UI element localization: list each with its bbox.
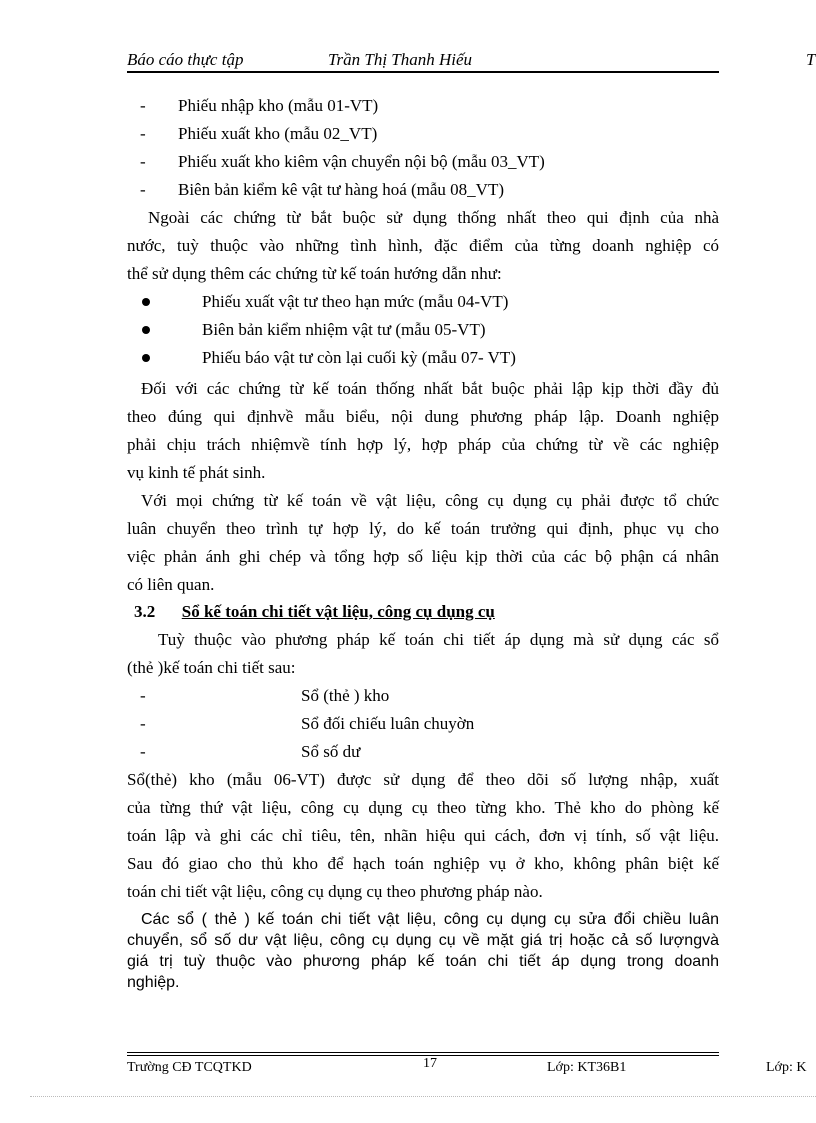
bullet-icon xyxy=(142,354,150,362)
text-line: Ngoài các chứng từ bắt buộc sử dụng thống nhất theo qui định của nhà xyxy=(148,208,719,227)
dash-marker: - xyxy=(140,96,146,115)
text-line: có liên quan. xyxy=(127,575,215,594)
text-line: theo đúng qui địnhvề mẫu biểu, nội dung phương pháp lập. Doanh nghiệp xyxy=(127,407,719,426)
text-line: thể sử dụng thêm các chứng từ kế toán hướng dẫn như: xyxy=(127,264,502,283)
text-line: toán chi tiết vật liệu, công cụ dụng cụ theo phương pháp nào. xyxy=(127,882,543,901)
dash-marker: - xyxy=(140,124,146,143)
text-line: giá trị tuỳ thuộc vào phương pháp kế toán chi tiết áp dụng trong doanh xyxy=(127,953,719,970)
section-heading xyxy=(134,602,495,622)
dash-marker: - xyxy=(140,742,146,761)
text-line: (thẻ )kế toán chi tiết sau: xyxy=(127,658,296,677)
dash-marker: - xyxy=(140,714,146,733)
text-line: vụ kinh tế phát sinh. xyxy=(127,463,266,482)
list-item: Phiếu xuất kho kiêm vận chuyển nội bộ (mẫu 03_VT) xyxy=(178,152,545,171)
list-item: Phiếu báo vật tư còn lại cuối kỳ (mẫu 07- VT) xyxy=(202,348,516,367)
header-cutoff-text: T xyxy=(806,50,816,69)
dash-marker: - xyxy=(140,686,146,705)
bullet-icon xyxy=(142,326,150,334)
text-line: Tuỳ thuộc vào phương pháp kế toán chi tiết áp dụng mà sử dụng các sổ xyxy=(158,630,719,649)
text-line: chuyển, sổ số dư vật liệu, công cụ dụng cụ về mặt giá trị hoặc cả số lượngvà xyxy=(127,932,719,949)
list-item: Sổ số dư xyxy=(301,742,361,761)
footer-rule xyxy=(127,1052,719,1053)
header-title: Báo cáo thực tập xyxy=(127,50,244,69)
text-line: luân chuyển theo trình tự hợp lý, do kế toán trưởng qui định, phục vụ cho xyxy=(127,519,719,538)
footer-class-cutoff: Lớp: K xyxy=(766,1060,807,1075)
page-boundary xyxy=(30,1096,816,1097)
footer-class: Lớp: KT36B1 xyxy=(547,1060,627,1075)
text-line: Sau đó giao cho thủ kho để hạch toán nghiệp vụ ở kho, không phân biệt kế xyxy=(127,854,719,873)
header-author: Trần Thị Thanh Hiếu xyxy=(328,50,473,69)
text-line: phải chịu trách nhiệmvề tính hợp lý, hợp pháp của chứng từ về các nghiệp xyxy=(127,435,719,454)
text-line: toán lập và ghi các chỉ tiêu, tên, nhãn hiệu qui cách, đơn vị tính, số vật liệu. xyxy=(127,826,719,845)
dash-marker: - xyxy=(140,152,146,171)
text-line: Sổ(thẻ) kho (mẫu 06-VT) được sử dụng để theo dõi số lượng nhập, xuất xyxy=(127,770,719,789)
list-item: Biên bản kiểm kê vật tư hàng hoá (mẫu 08_VT) xyxy=(178,180,504,199)
bullet-icon xyxy=(142,298,150,306)
list-item: Biên bản kiểm nhiệm vật tư (mẫu 05-VT) xyxy=(202,320,486,339)
text-line: của từng thứ vật liệu, công cụ dụng cụ theo từng kho. Thẻ kho do phòng kế xyxy=(127,798,719,817)
section-number: 3.2 xyxy=(134,602,156,621)
text-line: Các sổ ( thẻ ) kế toán chi tiết vật liệu, công cụ dụng cụ sửa đổi chiều luân xyxy=(141,911,719,928)
dash-marker: - xyxy=(140,180,146,199)
list-item: Phiếu xuất vật tư theo hạn mức (mẫu 04-VT) xyxy=(202,292,509,311)
text-line: nước, tuỳ thuộc vào những tình hình, đặc điểm của từng doanh nghiệp có xyxy=(127,236,719,255)
header-rule xyxy=(127,71,719,73)
list-item: Phiếu nhập kho (mẫu 01-VT) xyxy=(178,96,379,115)
list-item: Phiếu xuất kho (mẫu 02_VT) xyxy=(178,124,378,143)
text-line: Đối với các chứng từ kế toán thống nhất bắt buộc phải lập kịp thời đầy đủ xyxy=(141,379,719,398)
list-item: Sổ (thẻ ) kho xyxy=(301,686,390,705)
section-title: Sổ kế toán chi tiết vật liệu, công cụ dụng cụ xyxy=(181,602,495,621)
text-line: việc phản ánh ghi chép và tổng hợp số liệu kịp thời của các bộ phận cá nhân xyxy=(127,547,719,566)
footer-school: Trường CĐ TCQTKD xyxy=(127,1060,252,1075)
list-item: Sổ đối chiếu luân chuyờn xyxy=(301,714,475,733)
page-number: 17 xyxy=(423,1056,437,1071)
text-line: Với mọi chứng từ kế toán về vật liệu, công cụ dụng cụ phải được tổ chức xyxy=(141,491,719,510)
text-line: nghiệp. xyxy=(127,974,180,991)
